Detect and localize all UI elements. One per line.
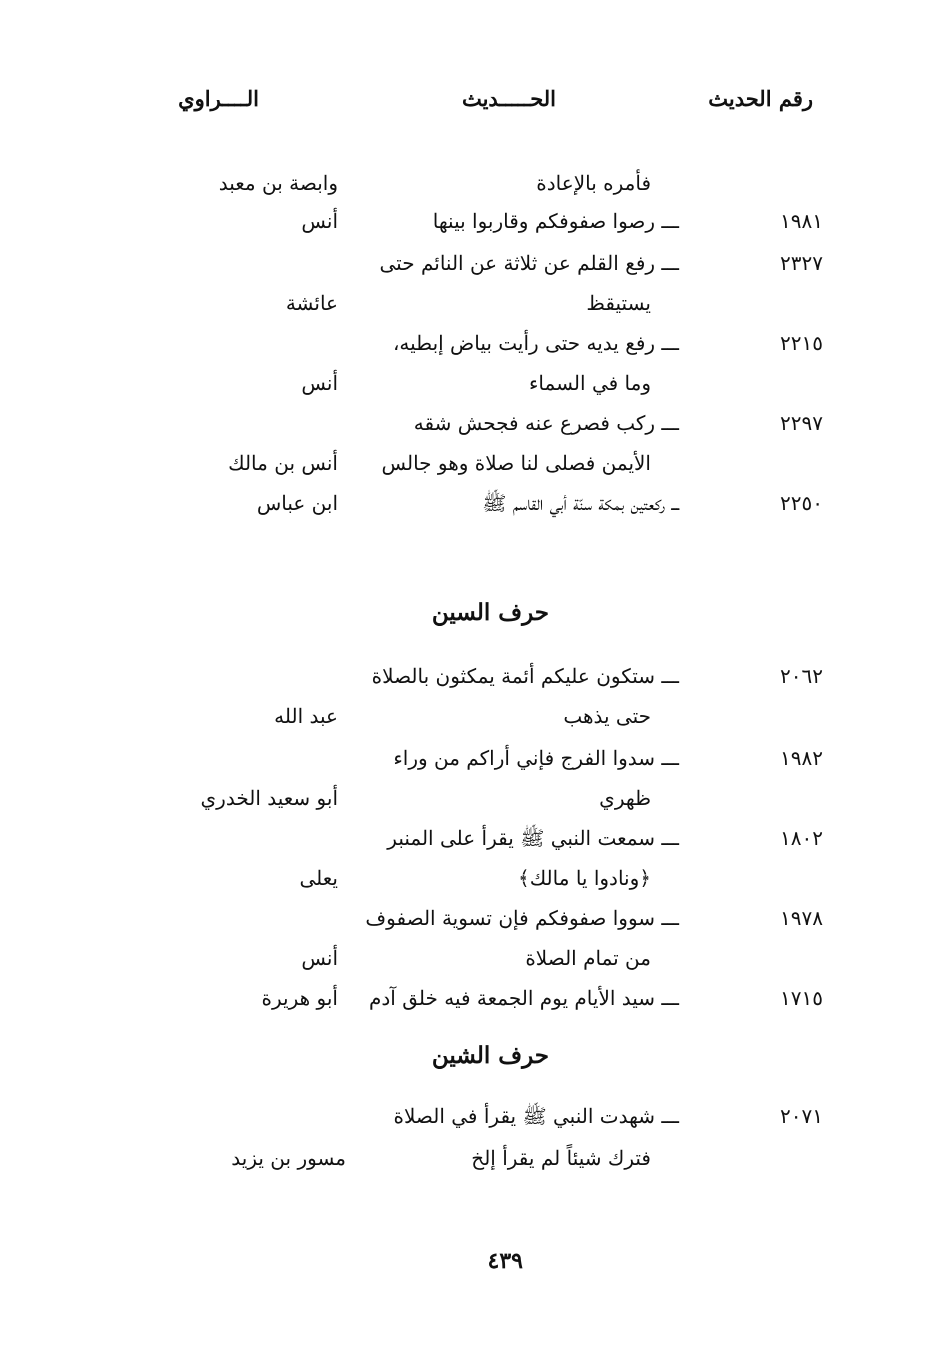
narrator-name: أنس بن مالك bbox=[228, 451, 338, 475]
hadith-text-line: ـــ رصوا صفوفكم وقاربوا بينها bbox=[432, 209, 679, 233]
hadith-text-line: ظهري bbox=[599, 786, 651, 810]
hadith-text-line: فترك شيئاً لم يقرأ إلخ bbox=[471, 1146, 651, 1170]
hadith-number: ١٨٠٢ bbox=[780, 826, 823, 850]
hadith-number: ١٧١٥ bbox=[780, 986, 823, 1010]
hadith-number: ٢٢٥٠ bbox=[780, 491, 823, 515]
hadith-text-line: فأمره بالإعادة bbox=[536, 171, 651, 195]
header-narrator: الــــراوي bbox=[178, 86, 259, 111]
page-number: ٤٣٩ bbox=[487, 1248, 523, 1274]
narrator-name: أنس bbox=[301, 946, 338, 970]
narrator-name: عائشة bbox=[285, 291, 338, 315]
hadith-text-line: ـــ سيد الأيام يوم الجمعة فيه خلق آدم bbox=[369, 986, 679, 1010]
narrator-name: أنس bbox=[301, 371, 338, 395]
hadith-text-line: ـــ سمعت النبي ﷺ يقرأ على المنبر bbox=[387, 826, 679, 850]
narrator-name: عبد الله bbox=[274, 704, 338, 728]
hadith-text-line: ـــ ركعتين بمكة سنّة أبي القاسم ﷺ bbox=[482, 491, 679, 515]
hadith-text-line: ﴿ونادوا يا مالك﴾ bbox=[517, 866, 651, 890]
hadith-number: ٢٢١٥ bbox=[780, 331, 823, 355]
hadith-text-line: وما في السماء bbox=[529, 371, 651, 395]
hadith-number: ٢٢٩٧ bbox=[780, 411, 823, 435]
hadith-number: ١٩٨١ bbox=[780, 209, 823, 233]
narrator-name: أبو سعيد الخدري bbox=[200, 786, 338, 810]
hadith-text-line: الأيمن فصلى لنا صلاة وهو جالس bbox=[381, 451, 651, 475]
hadith-number: ١٩٧٨ bbox=[780, 906, 823, 930]
hadith-text-line: ـــ رفع القلم عن ثلاثة عن النائم حتى bbox=[379, 251, 679, 275]
hadith-text-line: ـــ سووا صفوفكم فإن تسوية الصفوف bbox=[365, 906, 679, 930]
hadith-number: ٢٣٢٧ bbox=[780, 251, 823, 275]
narrator-name: أنس bbox=[301, 209, 338, 233]
hadith-number: ١٩٨٢ bbox=[780, 746, 823, 770]
hadith-text-line: يستيقظ bbox=[586, 291, 651, 315]
header-hadith-number: رقم الحديث bbox=[708, 86, 813, 111]
narrator-name: وابصة بن معبد bbox=[218, 171, 338, 195]
hadith-text-line: حتى يذهب bbox=[563, 704, 651, 728]
hadith-text-line: ـــ سدوا الفرج فإني أراكم من وراء bbox=[393, 746, 679, 770]
hadith-text-line: ـــ شهدت النبي ﷺ يقرأ في الصلاة bbox=[393, 1104, 679, 1128]
hadith-text-line: ـــ ركب فصرع عنه فجحش شقه bbox=[413, 411, 679, 435]
hadith-number: ٢٠٦٢ bbox=[780, 664, 823, 688]
section-title-sheen: حرف الشين bbox=[431, 1042, 549, 1069]
header-hadith: الحـــــديث bbox=[461, 86, 556, 111]
narrator-name: يعلى bbox=[299, 866, 338, 890]
narrator-name: ابن عباس bbox=[256, 491, 338, 515]
hadith-text-line: من تمام الصلاة bbox=[525, 946, 651, 970]
hadith-number: ٢٠٧١ bbox=[780, 1104, 823, 1128]
narrator-name: مسور بن يزيد bbox=[231, 1146, 346, 1170]
section-title-seen: حرف السين bbox=[431, 599, 549, 626]
hadith-text-line: ـــ ستكون عليكم أئمة يمكثون بالصلاة bbox=[371, 664, 679, 688]
narrator-name: أبو هريرة bbox=[261, 986, 338, 1010]
hadith-text-line: ـــ رفع يديه حتى رأيت بياض إبطيه، bbox=[392, 331, 679, 355]
